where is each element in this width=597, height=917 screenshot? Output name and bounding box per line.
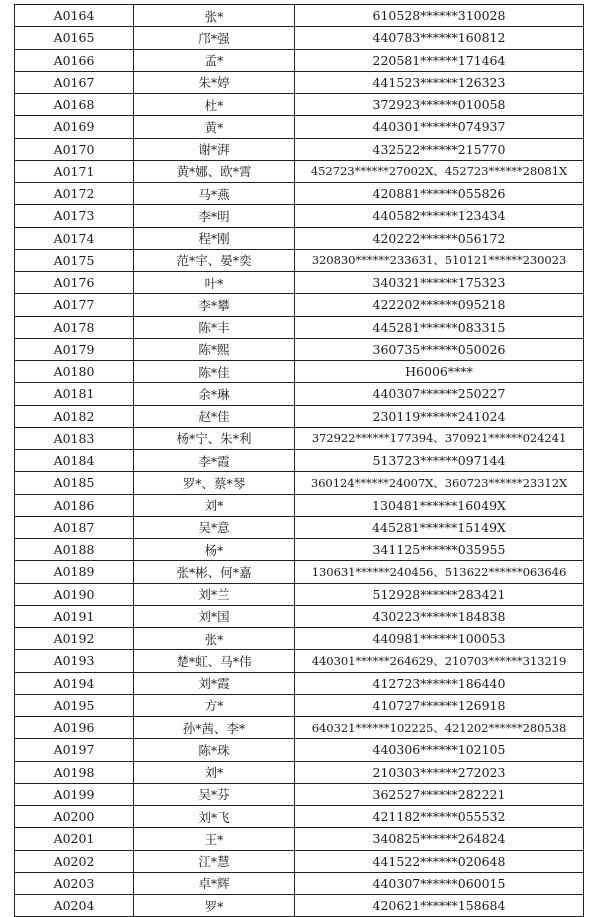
record-code-cell: A0187 (15, 516, 134, 538)
id-number-cell: 440307******250227 (295, 383, 584, 405)
table-row (15, 828, 584, 850)
applicant-name-cell: 刘* (134, 761, 295, 783)
record-code-cell: A0189 (15, 561, 134, 583)
record-code-cell: A0166 (15, 49, 134, 71)
id-number-cell: 362527******282221 (295, 783, 584, 805)
record-code-cell: A0174 (15, 227, 134, 249)
record-code-cell: A0185 (15, 472, 134, 494)
applicant-name-cell: 赵*佳 (134, 405, 295, 427)
table-row (15, 316, 584, 338)
table-row (15, 694, 584, 716)
table-row (15, 27, 584, 49)
record-code-cell: A0200 (15, 806, 134, 828)
applicant-name-cell: 朱*婷 (134, 71, 295, 93)
applicant-name-cell: 吴*意 (134, 516, 295, 538)
id-number-cell: 130481******16049X (295, 494, 584, 516)
applicant-name-cell: 刘*兰 (134, 583, 295, 605)
applicant-name-cell: 黄*娜、欧*霄 (134, 160, 295, 182)
applicant-name-cell: 叶* (134, 272, 295, 294)
record-code-cell: A0175 (15, 249, 134, 271)
id-number-cell: 130631******240456、513622******063646 (295, 561, 584, 583)
record-code-cell: A0176 (15, 272, 134, 294)
id-number-cell: 340321******175323 (295, 272, 584, 294)
applicant-name-cell: 陈*佳 (134, 361, 295, 383)
table-row (15, 160, 584, 182)
table-row (15, 450, 584, 472)
record-code-cell: A0203 (15, 872, 134, 894)
id-number-cell: 430223******184838 (295, 605, 584, 627)
table-row (15, 472, 584, 494)
applicant-name-cell: 刘* (134, 494, 295, 516)
record-code-cell: A0170 (15, 138, 134, 160)
id-number-cell: 445281******083315 (295, 316, 584, 338)
table-row (15, 272, 584, 294)
records-table (14, 4, 584, 917)
id-number-cell: 422202******095218 (295, 294, 584, 316)
applicant-name-cell: 卓*辉 (134, 872, 295, 894)
document-page (14, 4, 584, 917)
id-number-cell: 441522******020648 (295, 850, 584, 872)
table-row (15, 494, 584, 516)
applicant-name-cell: 谢*湃 (134, 138, 295, 160)
record-code-cell: A0192 (15, 628, 134, 650)
applicant-name-cell: 张* (134, 5, 295, 27)
record-code-cell: A0181 (15, 383, 134, 405)
id-number-cell: 320830******233631、510121******230023 (295, 249, 584, 271)
table-row (15, 405, 584, 427)
record-code-cell: A0171 (15, 160, 134, 182)
table-row (15, 116, 584, 138)
record-code-cell: A0191 (15, 605, 134, 627)
applicant-name-cell: 范*宇、晏*奕 (134, 249, 295, 271)
id-number-cell: 610528******310028 (295, 5, 584, 27)
table-row (15, 338, 584, 360)
record-code-cell: A0173 (15, 205, 134, 227)
applicant-name-cell: 黄* (134, 116, 295, 138)
record-code-cell: A0201 (15, 828, 134, 850)
record-code-cell: A0182 (15, 405, 134, 427)
record-code-cell: A0168 (15, 94, 134, 116)
record-code-cell: A0202 (15, 850, 134, 872)
id-number-cell: 440582******123434 (295, 205, 584, 227)
id-number-cell: 452723******27002X、452723******28081X (295, 160, 584, 182)
table-row (15, 850, 584, 872)
table-row (15, 383, 584, 405)
record-code-cell: A0178 (15, 316, 134, 338)
record-code-cell: A0195 (15, 694, 134, 716)
id-number-cell: 360735******050026 (295, 338, 584, 360)
record-code-cell: A0198 (15, 761, 134, 783)
applicant-name-cell: 刘*霞 (134, 672, 295, 694)
record-code-cell: A0204 (15, 895, 134, 917)
id-number-cell: 220581******171464 (295, 49, 584, 71)
applicant-name-cell: 杨*宁、朱*利 (134, 427, 295, 449)
table-row (15, 516, 584, 538)
table-row (15, 249, 584, 271)
table-row (15, 138, 584, 160)
record-code-cell: A0172 (15, 183, 134, 205)
record-code-cell: A0169 (15, 116, 134, 138)
applicant-name-cell: 孙*茜、李* (134, 717, 295, 739)
table-row (15, 49, 584, 71)
table-row (15, 539, 584, 561)
table-row (15, 227, 584, 249)
id-number-cell: 420881******055826 (295, 183, 584, 205)
applicant-name-cell: 刘*国 (134, 605, 295, 627)
id-number-cell: 440301******264629、210703******313219 (295, 650, 584, 672)
applicant-name-cell: 吴*芬 (134, 783, 295, 805)
applicant-name-cell: 张*彬、何*嘉 (134, 561, 295, 583)
table-row (15, 739, 584, 761)
applicant-name-cell: 陈*丰 (134, 316, 295, 338)
table-row (15, 761, 584, 783)
table-row (15, 183, 584, 205)
id-number-cell: 440783******160812 (295, 27, 584, 49)
id-number-cell: 513723******097144 (295, 450, 584, 472)
applicant-name-cell: 李*明 (134, 205, 295, 227)
applicant-name-cell: 方* (134, 694, 295, 716)
id-number-cell: 441523******126323 (295, 71, 584, 93)
applicant-name-cell: 张* (134, 628, 295, 650)
id-number-cell: 372922******177394、370921******024241 (295, 427, 584, 449)
table-row (15, 5, 584, 27)
applicant-name-cell: 余*琳 (134, 383, 295, 405)
id-number-cell: 210303******272023 (295, 761, 584, 783)
record-code-cell: A0194 (15, 672, 134, 694)
table-row (15, 872, 584, 894)
record-code-cell: A0193 (15, 650, 134, 672)
record-code-cell: A0188 (15, 539, 134, 561)
table-body (15, 5, 584, 917)
id-number-cell: 420222******056172 (295, 227, 584, 249)
id-number-cell: 340825******264824 (295, 828, 584, 850)
table-row (15, 294, 584, 316)
record-code-cell: A0164 (15, 5, 134, 27)
applicant-name-cell: 罗*、蔡*琴 (134, 472, 295, 494)
record-code-cell: A0186 (15, 494, 134, 516)
table-row (15, 361, 584, 383)
id-number-cell: 341125******035955 (295, 539, 584, 561)
id-number-cell: 440307******060015 (295, 872, 584, 894)
id-number-cell: 440306******102105 (295, 739, 584, 761)
applicant-name-cell: 罗* (134, 895, 295, 917)
applicant-name-cell: 陈*熙 (134, 338, 295, 360)
id-number-cell: 640321******102225、421202******280538 (295, 717, 584, 739)
applicant-name-cell: 邝*强 (134, 27, 295, 49)
applicant-name-cell: 程*刚 (134, 227, 295, 249)
table-row (15, 605, 584, 627)
table-row (15, 71, 584, 93)
applicant-name-cell: 王* (134, 828, 295, 850)
applicant-name-cell: 陈*珠 (134, 739, 295, 761)
applicant-name-cell: 马*燕 (134, 183, 295, 205)
id-number-cell: 445281******15149X (295, 516, 584, 538)
id-number-cell: 372923******010058 (295, 94, 584, 116)
table-row (15, 672, 584, 694)
id-number-cell: 360124******24007X、360723******23312X (295, 472, 584, 494)
table-row (15, 717, 584, 739)
applicant-name-cell: 杜* (134, 94, 295, 116)
table-row (15, 650, 584, 672)
record-code-cell: A0183 (15, 427, 134, 449)
table-row (15, 205, 584, 227)
record-code-cell: A0165 (15, 27, 134, 49)
record-code-cell: A0190 (15, 583, 134, 605)
id-number-cell: 440301******074937 (295, 116, 584, 138)
id-number-cell: 440981******100053 (295, 628, 584, 650)
applicant-name-cell: 杨* (134, 539, 295, 561)
id-number-cell: 420621******158684 (295, 895, 584, 917)
record-code-cell: A0177 (15, 294, 134, 316)
table-row (15, 806, 584, 828)
record-code-cell: A0184 (15, 450, 134, 472)
id-number-cell: H6006**** (295, 361, 584, 383)
record-code-cell: A0167 (15, 71, 134, 93)
table-row (15, 561, 584, 583)
id-number-cell: 421182******055532 (295, 806, 584, 828)
table-row (15, 783, 584, 805)
applicant-name-cell: 刘*飞 (134, 806, 295, 828)
id-number-cell: 512928******283421 (295, 583, 584, 605)
applicant-name-cell: 李*攀 (134, 294, 295, 316)
id-number-cell: 432522******215770 (295, 138, 584, 160)
table-row (15, 427, 584, 449)
applicant-name-cell: 孟* (134, 49, 295, 71)
record-code-cell: A0180 (15, 361, 134, 383)
table-row (15, 628, 584, 650)
id-number-cell: 410727******126918 (295, 694, 584, 716)
record-code-cell: A0196 (15, 717, 134, 739)
record-code-cell: A0179 (15, 338, 134, 360)
applicant-name-cell: 江*慧 (134, 850, 295, 872)
id-number-cell: 230119******241024 (295, 405, 584, 427)
record-code-cell: A0197 (15, 739, 134, 761)
table-row (15, 94, 584, 116)
applicant-name-cell: 李*霞 (134, 450, 295, 472)
record-code-cell: A0199 (15, 783, 134, 805)
id-number-cell: 412723******186440 (295, 672, 584, 694)
table-row (15, 583, 584, 605)
applicant-name-cell: 楚*虹、马*伟 (134, 650, 295, 672)
